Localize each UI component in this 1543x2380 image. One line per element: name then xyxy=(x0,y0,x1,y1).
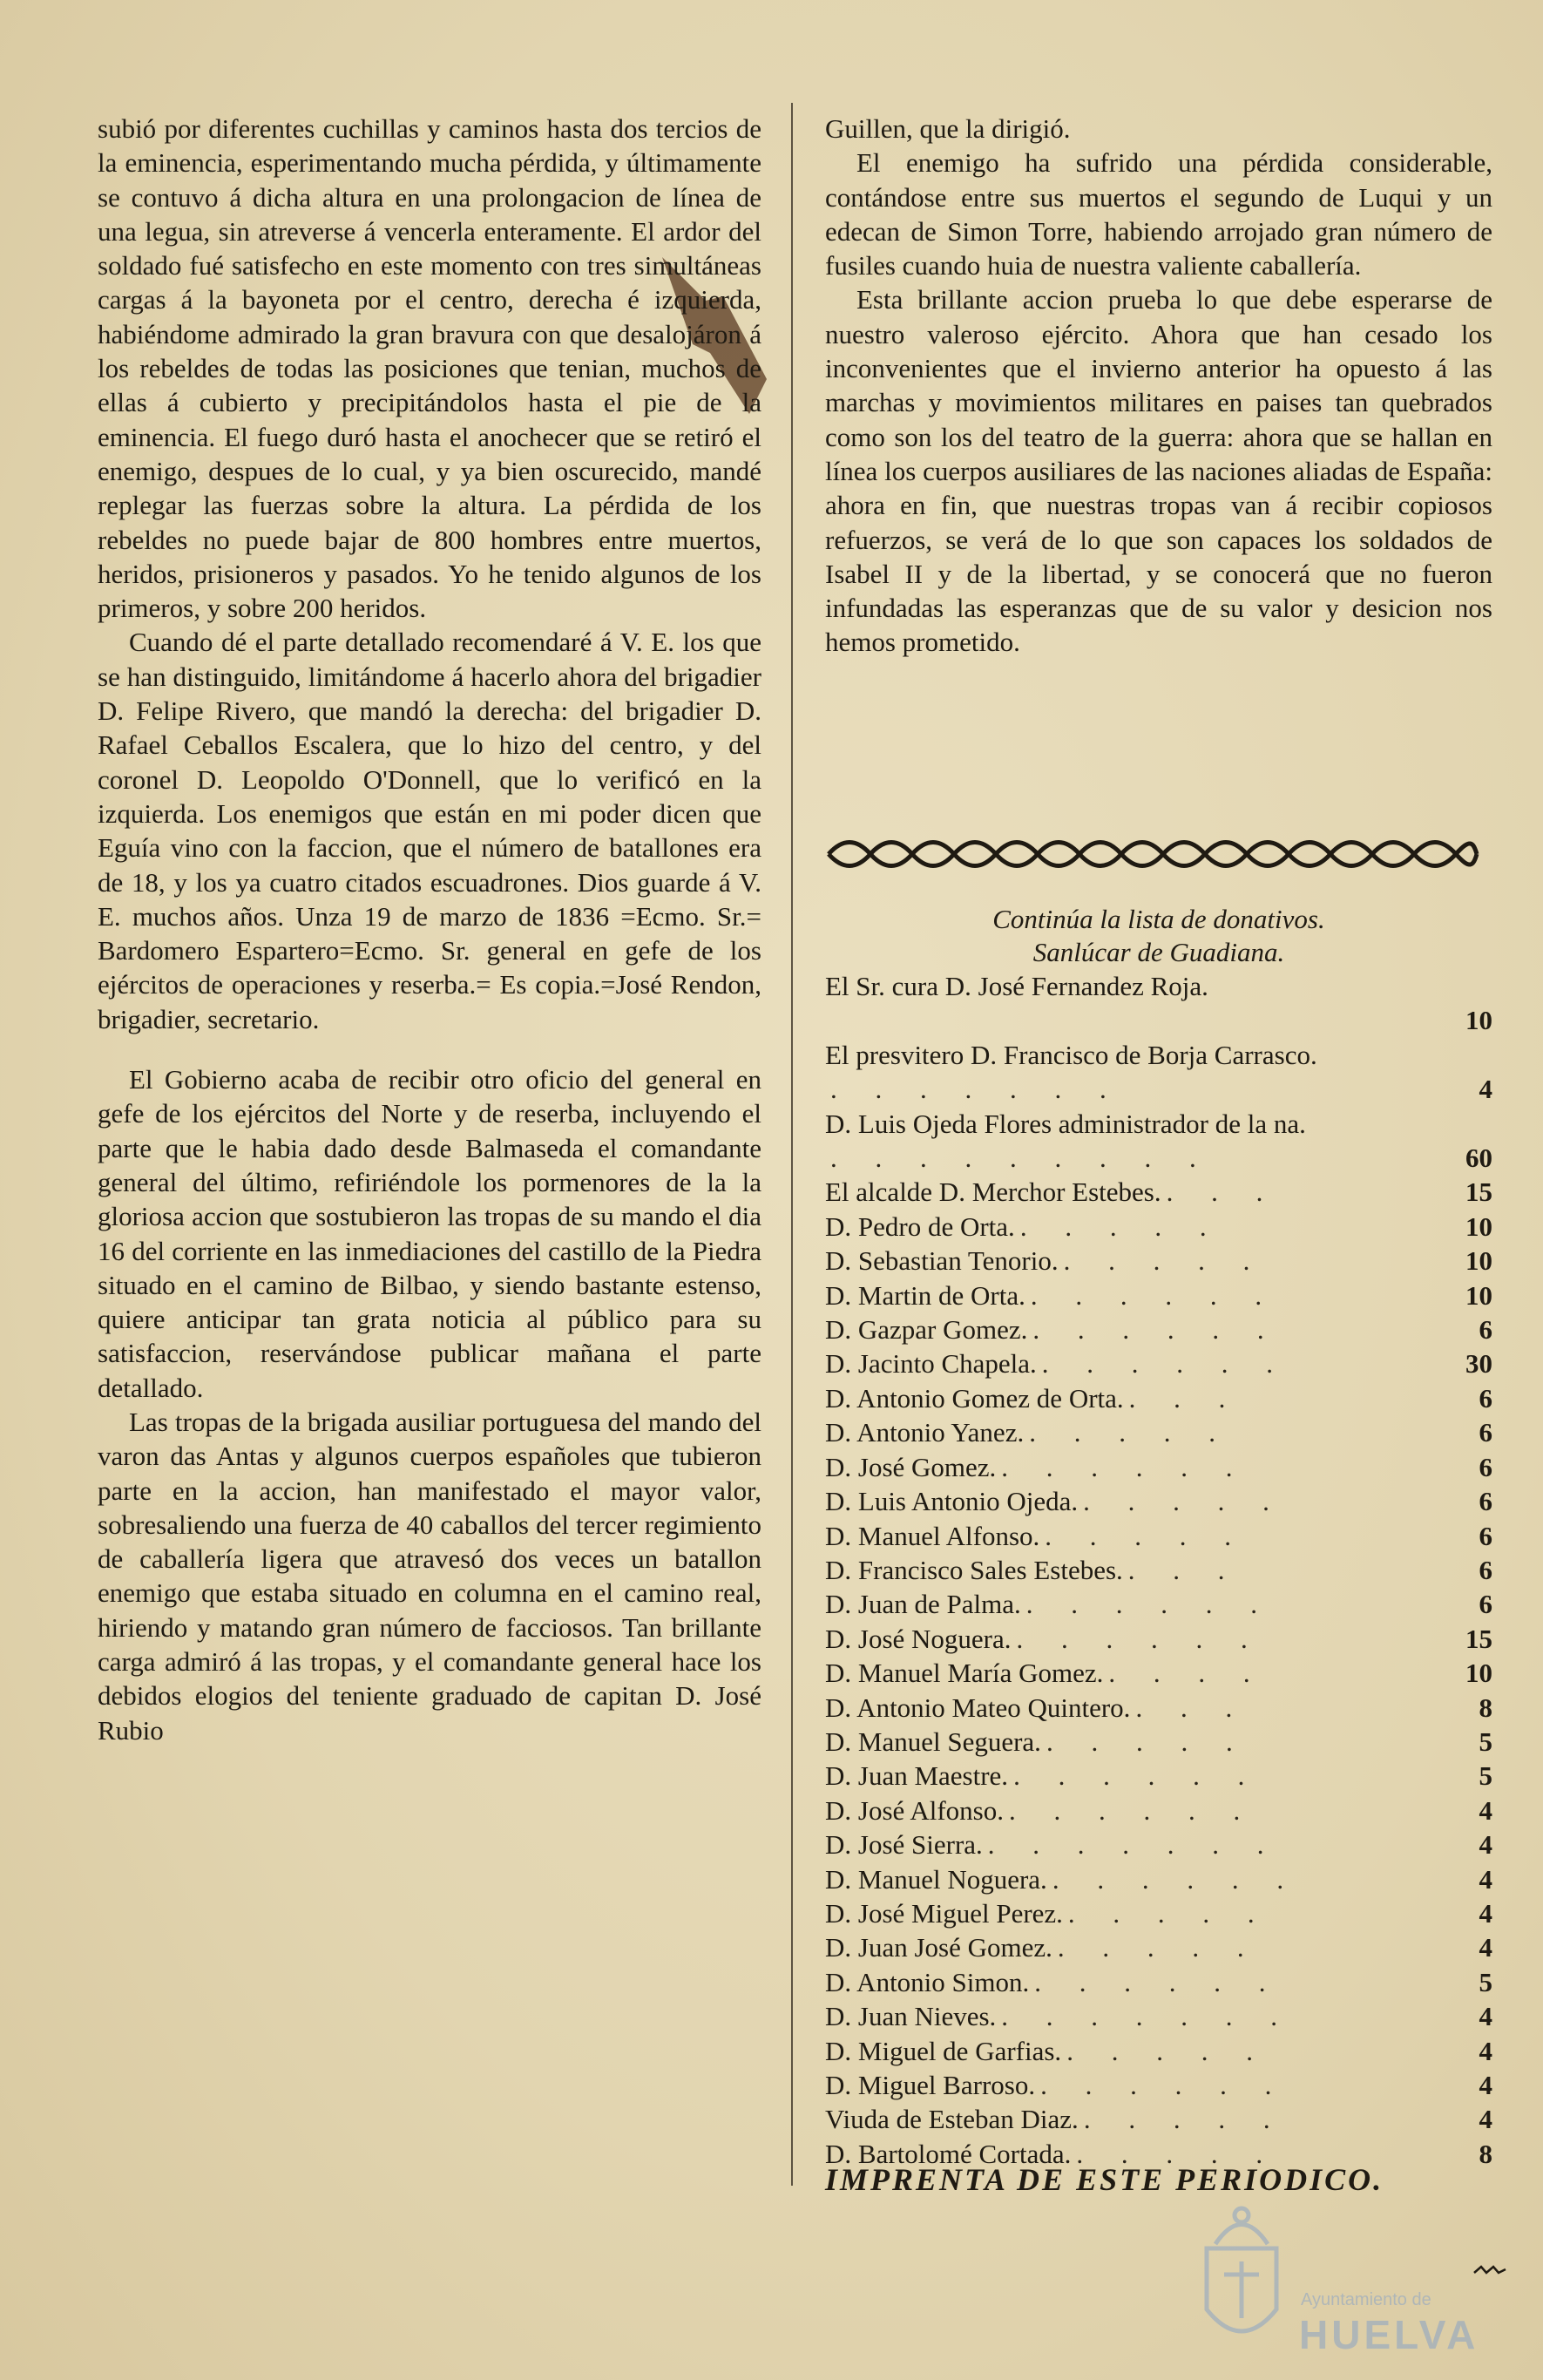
donation-amount: 10 xyxy=(1465,1658,1492,1689)
donor-name: D. Luis Ojeda Flores administrador de la na. xyxy=(825,1108,1306,1139)
donation-amount: 4 xyxy=(1479,1794,1492,1826)
donation-row xyxy=(825,1381,1492,1415)
paragraph: El Gobierno acaba de recibir otro oficio del general en gefe de los ejércitos del Norte y de reserba, incluyendo el parte que le habia dado desde Balmaseda el comandante general del último, refiriéndole los pormenores de la la gloriosa accion que sostubieron las tropas de su mando el dia 16 del corriente en las inmediaciones del castillo de la Piedra situado en el camino de Bilbao, y siendo bastante estenso, quiere anticipar tan grata noticia al público para su satisfaccion, reservándose publicar mañana el parte detallado. xyxy=(98,1064,761,1403)
leader-dots: . . . . . . xyxy=(1030,1279,1278,1311)
donation-row xyxy=(825,1450,1492,1484)
leader-dots: . . . . . . xyxy=(1041,1348,1289,1380)
leader-dots: . . . xyxy=(1166,1176,1279,1208)
donor-name: Viuda de Esteban Diaz. xyxy=(825,2104,1079,2135)
donor-name: D. José Alfonso. xyxy=(825,1794,1004,1826)
donor-name: D. Martin de Orta. xyxy=(825,1279,1025,1311)
donor-name: D. Antonio Gomez de Orta. xyxy=(825,1382,1124,1414)
donation-amount: 5 xyxy=(1479,1760,1492,1792)
imprint: IMPRENTA DE ESTE PERIODICO. xyxy=(825,2162,1384,2197)
donation-amount: 15 xyxy=(1465,1623,1492,1654)
donor-name: D. Jacinto Chapela. xyxy=(825,1348,1037,1380)
donor-name: D. José Sierra. xyxy=(825,1829,983,1861)
donor-name: D. Manuel Alfonso. xyxy=(825,1520,1040,1551)
left-column xyxy=(98,112,761,1747)
donation-amount: 4 xyxy=(1479,2001,1492,2032)
donor-name: El presvitero D. Francisco de Borja Carrasco. xyxy=(825,1039,1317,1070)
leader-dots: . . . . . . xyxy=(1013,1760,1261,1792)
donation-row xyxy=(825,1244,1492,1278)
paragraph: subió por diferentes cuchillas y caminos hasta dos tercios de la eminencia, esperimentando mucha pérdida, y últimamente se contuvo á dicha altura en una prolongacion de línea de una legua, sin atreverse á vencerla enteramente. El ardor del soldado fué satisfecho en este momento con tres simultáneas cargas á la bayoneta por el centro, derecha é izquierda, habiéndome admirado la gran bravura con que desalojáron á los rebeldes de todas las posiciones que tenian, muchos de ellas á cubierto y precipitándolos hasta el pie de la eminencia. El fuego duró hasta el anochecer que se retiró el enemigo, despues de lo cual, y ya bien oscurecido, mandé replegar las fuerzas sobre la altura. La pérdida de los rebeldes no puede bajar de 800 hombres entre muertos, heridos, prisioneros y pasados. Yo he tenido algunos de los primeros, y sobre 200 heridos. xyxy=(98,113,761,624)
donor-name: D. Antonio Mateo Quintero. xyxy=(825,1692,1131,1723)
coat-of-arms-icon xyxy=(1189,2196,1294,2357)
donor-name: D. José Miguel Perez. xyxy=(825,1897,1063,1929)
donations-place: Sanlúcar de Guadiana. xyxy=(1032,937,1285,967)
donation-row xyxy=(825,2034,1492,2068)
donation-row xyxy=(825,1519,1492,1553)
leader-dots: . . . . . xyxy=(1019,1210,1222,1242)
leader-dots: . . . . . xyxy=(1057,1932,1260,1963)
donation-row xyxy=(825,1415,1492,1449)
donation-amount: 4 xyxy=(1479,2070,1492,2100)
leader-dots: . . . . . . xyxy=(1001,1451,1249,1482)
donor-name: D. Francisco Sales Estebes. xyxy=(825,1554,1123,1585)
donation-row xyxy=(825,1484,1492,1518)
donation-row xyxy=(825,1038,1492,1107)
donor-name: D. José Gomez. xyxy=(825,1451,997,1482)
leader-dots: . . . . . . xyxy=(1025,1589,1273,1620)
donation-row xyxy=(825,1725,1492,1759)
donation-row xyxy=(825,1862,1492,1896)
donation-amount: 6 xyxy=(1479,1451,1492,1482)
leader-dots: . . . . . . xyxy=(1052,1863,1300,1895)
donor-name: D. José Noguera. xyxy=(825,1623,1012,1654)
leader-dots: . . . . . xyxy=(1076,2138,1279,2169)
donation-row xyxy=(825,1553,1492,1587)
paragraph: Cuando dé el parte detallado recomendaré á V. E. los que se han distinguido, limitándome á hacerlo ahora del brigadier D. Felipe Rivero, que mandó la derecha: del brigadier D. Rafael Ceballos Escalera, que lo hizo del centro, y del coronel D. Leopoldo O'Donnell, que lo verificó en la izquierda. Los enemigos que están en mi poder dicen que Eguía vino con la faccion, que el número de batallones era de 18, y los ya cuatro citados escuadrones. Dios guarde á V. E. muchos años. Unza 19 de marzo de 1836 =Ecmo. Sr.= Bardomero Espartero=Ecmo. Sr. general en gefe de los ejércitos de operaciones y reserba.= Es copia.=José Rendon, brigadier, secretario. xyxy=(98,627,761,1034)
leader-dots: . . . . . . xyxy=(1032,1314,1280,1346)
donor-name: D. Antonio Simon. xyxy=(825,1966,1030,1997)
donor-name: D. Juan Nieves. xyxy=(825,2001,997,2032)
leader-dots: . . . . . . . xyxy=(1001,2001,1294,2032)
column-divider xyxy=(791,103,793,2186)
donation-amount: 4 xyxy=(1479,1932,1492,1963)
donor-name: D. Juan José Gomez. xyxy=(825,1932,1052,1963)
ornamental-divider xyxy=(825,835,1480,873)
donor-name: D. Juan de Palma. xyxy=(825,1589,1021,1620)
watermark xyxy=(1189,2196,1494,2362)
leader-dots: . . . . . . . . . xyxy=(830,1143,1212,1174)
donation-amount: 4 xyxy=(1479,2104,1492,2135)
donation-row xyxy=(825,1896,1492,1930)
leader-dots: . . . xyxy=(1128,1382,1242,1414)
leader-dots: . . . . . xyxy=(1045,1520,1248,1551)
donation-row xyxy=(825,1827,1492,1861)
donor-name: D. Manuel María Gomez. xyxy=(825,1658,1104,1689)
donor-name: D. Bartolomé Cortada. xyxy=(825,2138,1072,2169)
donor-name: D. Miguel Barroso. xyxy=(825,2070,1036,2100)
donor-name: D. Pedro de Orta. xyxy=(825,1210,1015,1242)
donation-amount: 6 xyxy=(1479,1520,1492,1551)
donation-row xyxy=(825,1759,1492,1793)
donor-name: D. Gazpar Gomez. xyxy=(825,1314,1028,1346)
leader-dots: . . . . . xyxy=(1063,1245,1266,1277)
paragraph: El enemigo ha sufrido una pérdida considerable, contándose entre sus muertos el segundo de Luqui y un edecan de Simon Torre, habiendo arrojado gran número de fusiles cuando huia de nuestra valiente caballería. xyxy=(825,147,1492,281)
leader-dots: . . . . . . xyxy=(1016,1623,1263,1654)
donations-heading xyxy=(825,903,1492,969)
donation-amount: 8 xyxy=(1479,1692,1492,1723)
donation-amount: 5 xyxy=(1479,1966,1492,1997)
donation-row xyxy=(825,1107,1492,1176)
leader-dots: . . . . . xyxy=(1067,1897,1270,1929)
leader-dots: . . . . . xyxy=(1046,1726,1249,1757)
donor-name: D. Miguel de Garfias. xyxy=(825,2035,1062,2066)
donor-name: D. Manuel Noguera. xyxy=(825,1863,1047,1895)
donation-amount: 10 xyxy=(1465,1005,1492,1036)
leader-dots: . . . . . xyxy=(1066,2035,1269,2066)
donation-row xyxy=(825,1587,1492,1621)
donation-row xyxy=(825,1622,1492,1656)
donation-amount: 10 xyxy=(1465,1279,1492,1311)
donation-amount: 6 xyxy=(1479,1382,1492,1414)
leader-dots: . . . . xyxy=(1108,1658,1266,1689)
donation-amount: 6 xyxy=(1479,1589,1492,1620)
donation-amount: 4 xyxy=(1479,1829,1492,1861)
donation-amount: 8 xyxy=(1479,2138,1492,2169)
donation-row xyxy=(825,969,1492,1038)
donation-amount: 6 xyxy=(1479,1417,1492,1448)
donation-row xyxy=(825,1930,1492,1964)
donor-name: D. Antonio Yanez. xyxy=(825,1417,1025,1448)
donation-amount: 6 xyxy=(1479,1314,1492,1346)
donation-row xyxy=(825,1210,1492,1244)
donation-row xyxy=(825,1793,1492,1827)
donation-amount: 4 xyxy=(1479,1897,1492,1929)
donor-name: D. Manuel Seguera. xyxy=(825,1726,1041,1757)
donation-row xyxy=(825,1175,1492,1209)
leader-dots: . . . . . . . xyxy=(987,1829,1280,1861)
donation-amount: 30 xyxy=(1465,1348,1492,1380)
leader-dots: . . . xyxy=(1127,1554,1241,1585)
donor-name: D. Luis Antonio Ojeda. xyxy=(825,1486,1079,1517)
leader-dots: . . . xyxy=(1135,1692,1249,1723)
watermark-city: HUELVA xyxy=(1299,2312,1479,2357)
donation-amount: 10 xyxy=(1465,1210,1492,1242)
donor-name: D. Sebastian Tenorio. xyxy=(825,1245,1059,1277)
donor-name: El alcalde D. Merchor Estebes. xyxy=(825,1176,1161,1208)
paragraph: Esta brillante accion prueba lo que debe esperarse de nuestro valeroso ejército. Ahora que han cesado los inconvenientes que el invierno anterior ha opuesto á las marchas y movimientos militares en paises tan quebrados como son los del teatro de la guerra: ahora que se hallan en línea los cuerpos ausiliares de las naciones aliadas de España: ahora en fin, que nuestras tropas van á recibir copiosos refuerzos, se verá de lo que son capaces los soldados de Isabel II y de la libertad, y se conocerá que no fueron infundadas las esperanzas que de su valor y desicion nos hemos prometido. xyxy=(825,284,1492,658)
leader-dots: . . . . . . xyxy=(1008,1794,1256,1826)
leader-dots: . . . . . xyxy=(1083,1486,1285,1517)
donation-row xyxy=(825,1965,1492,1999)
donation-row xyxy=(825,1691,1492,1725)
donation-amount: 10 xyxy=(1465,1245,1492,1277)
donation-row xyxy=(825,1999,1492,2033)
donation-amount: 6 xyxy=(1479,1486,1492,1517)
leader-dots: . . . . . . xyxy=(1040,2070,1288,2100)
leader-dots: . . . . . . . xyxy=(830,1074,1122,1105)
donation-amount: 4 xyxy=(1479,1863,1492,1895)
donation-row xyxy=(825,1278,1492,1312)
donation-row xyxy=(825,1346,1492,1380)
leader-dots: . . . . . xyxy=(1083,2104,1286,2135)
right-column xyxy=(825,112,1492,660)
donation-amount: 4 xyxy=(1479,1074,1492,1105)
paragraph: Guillen, que la dirigió. xyxy=(825,113,1071,144)
leader-dots: . . . . . . xyxy=(1034,1966,1282,1997)
donor-name: El Sr. cura D. José Fernandez Roja. xyxy=(825,971,1208,1001)
paragraph: Las tropas de la brigada ausiliar portuguesa del mando del varon das Antas y algunos cuerpos españoles que tubieron parte en la accion, han manifestado el mayor valor, sobresaliendo una fuerza de 40 caballos del tercer regimiento de caballería ligera que atravesó dos veces un batallon enemigo que estaba situado en columna en el camino real, hiriendo y matando gran número de facciosos. Tan brillante carga admiró á las tropas, y el comandante general hace los debidos elogios del teniente graduado de capitan D. José Rubio xyxy=(98,1406,761,1746)
donation-amount: 6 xyxy=(1479,1554,1492,1585)
donations-title: Continúa la lista de donativos. xyxy=(992,904,1325,934)
donation-row xyxy=(825,1656,1492,1690)
donations-list xyxy=(825,969,1492,2171)
donor-name: D. Juan Maestre. xyxy=(825,1760,1009,1792)
donation-row xyxy=(825,2068,1492,2102)
leader-dots: . . . . . xyxy=(1029,1417,1231,1448)
donation-row xyxy=(825,2102,1492,2136)
donation-amount: 5 xyxy=(1479,1726,1492,1757)
watermark-org: Ayuntamiento de xyxy=(1301,2290,1431,2309)
donation-amount: 15 xyxy=(1465,1176,1492,1208)
donation-amount: 60 xyxy=(1465,1143,1492,1174)
donation-row xyxy=(825,1312,1492,1346)
donation-amount: 4 xyxy=(1479,2035,1492,2066)
